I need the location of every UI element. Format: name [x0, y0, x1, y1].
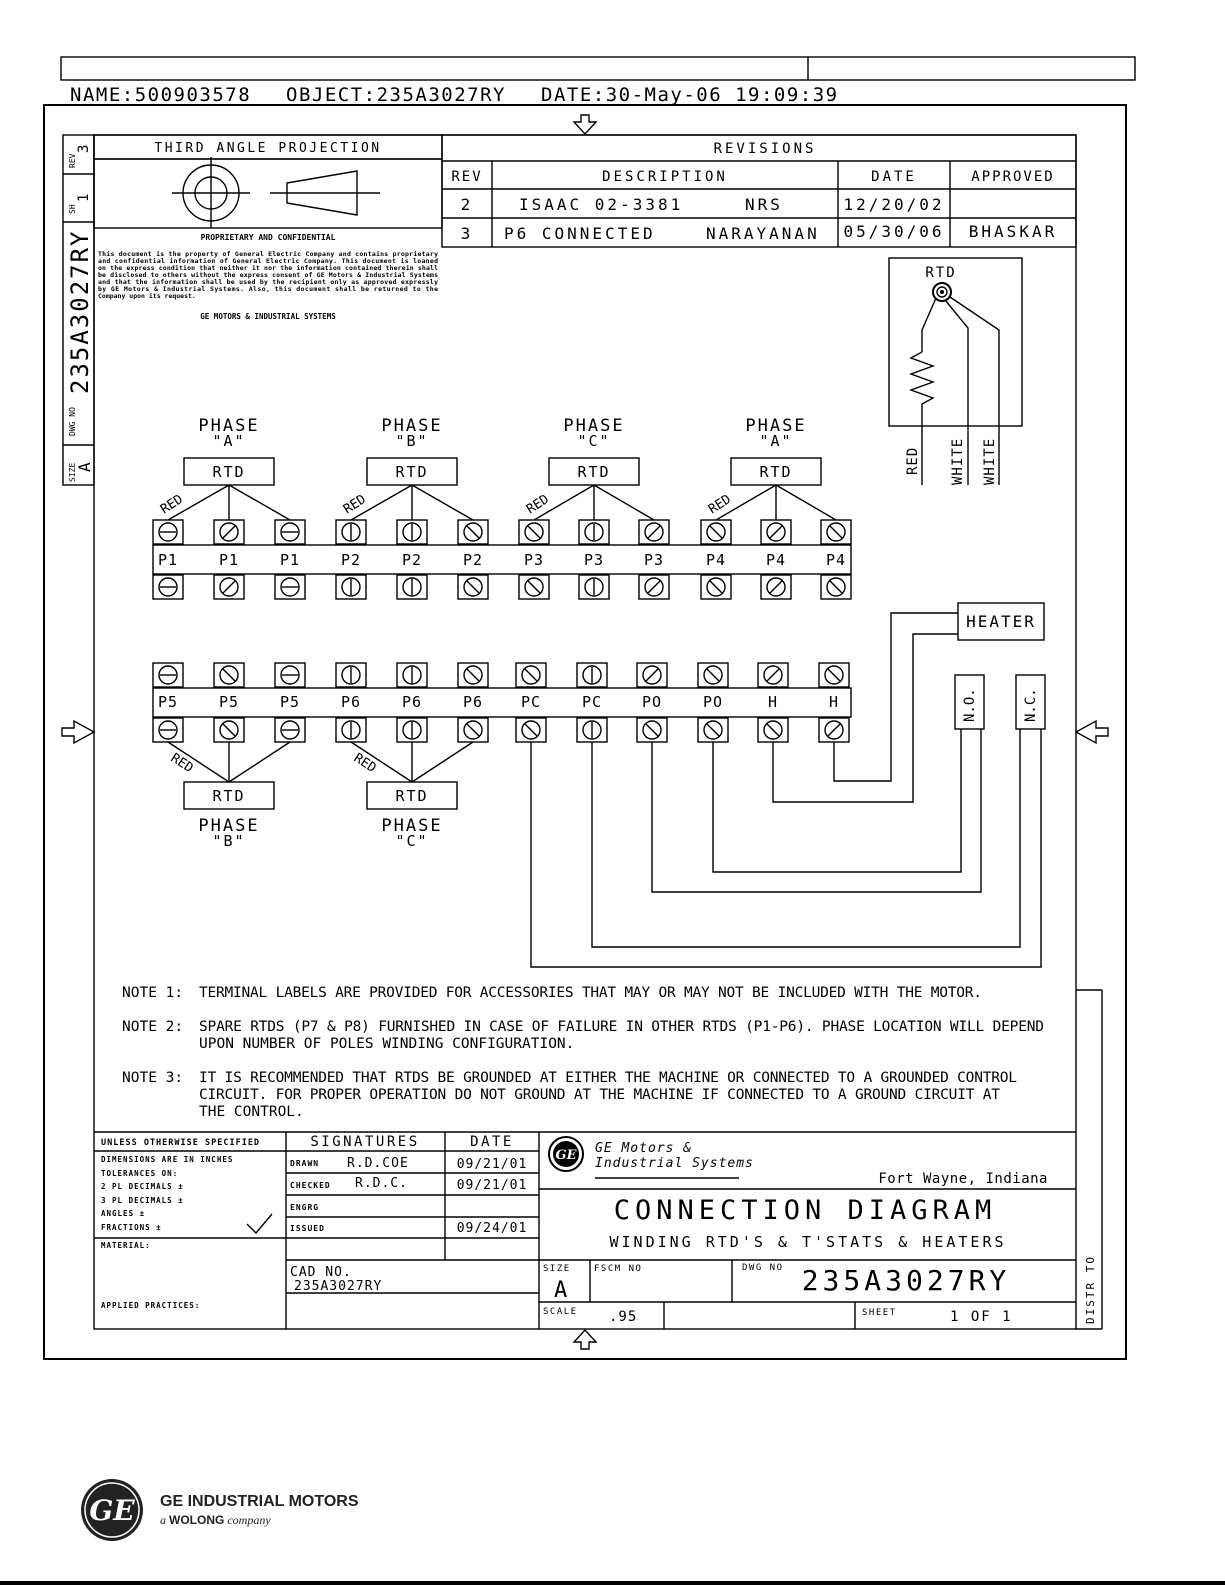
rtd-group-upper [701, 416, 851, 599]
rtd-box-label: RTD [577, 463, 611, 481]
terminal-screw-icon [639, 575, 669, 599]
signatures-header: SIGNATURES [310, 1134, 420, 1150]
side-sh-value: 1 [76, 193, 92, 202]
proprietary-line: This document is the property of General Electric Company and contains proprietary [98, 250, 438, 258]
phase-label: PHASE [198, 416, 260, 436]
terminal-label: P4 [705, 551, 727, 569]
terminal-label: P5 [279, 693, 301, 711]
terminal-screw-icon [275, 663, 305, 687]
tolerance-line: 2 PL DECIMALS ± [101, 1182, 184, 1191]
footer-sub-brand: WOLONG [169, 1513, 225, 1527]
rev-row-by: NARAYANAN [706, 224, 820, 243]
terminal-label: P1 [157, 551, 179, 569]
dwg-no-label: DWG NO [742, 1263, 784, 1273]
terminal-screw-icon [275, 575, 305, 599]
terminal-screw-icon [821, 520, 851, 544]
terminal-screw-icon [698, 663, 728, 687]
red-wire-label: RED [706, 491, 734, 518]
unless-label: UNLESS OTHERWISE SPECIFIED [101, 1138, 261, 1148]
note-text: IT IS RECOMMENDED THAT RTDS BE GROUNDED AT EITHER THE MACHINE OR CONNECTED TO A GROUNDED CONTROL [199, 1070, 1017, 1086]
terminal-screw-icon [458, 718, 488, 742]
terminal-screw-icon [761, 575, 791, 599]
terminal-screw-icon [519, 520, 549, 544]
sign-role: ENGRG [290, 1203, 320, 1212]
rtd-wire-label: WHITE [950, 437, 966, 485]
tolerance-line: FRACTIONS ± [101, 1223, 162, 1232]
rev-header-rev: REV [451, 169, 483, 185]
proprietary-text [98, 250, 438, 300]
proprietary-line: on the express condition that neither it nor the information contained therein shall [98, 264, 438, 272]
proprietary-company: GE MOTORS & INDUSTRIAL SYSTEMS [200, 312, 336, 321]
proprietary-line: be disclosed to others without the express consent of GE Motors & Industrial Systems [98, 271, 438, 279]
terminal-screw-icon [397, 718, 427, 742]
rtd-box-label: RTD [212, 787, 246, 805]
terminal-label: PC [581, 693, 603, 711]
terminal-screw-icon [153, 575, 183, 599]
proprietary-line: and that the information shall be used by the recipient only as approved expressly [98, 278, 438, 286]
terminal-screw-icon [637, 663, 667, 687]
terminal-label: P2 [462, 551, 484, 569]
proprietary-title: PROPRIETARY AND CONFIDENTIAL [200, 233, 336, 242]
sign-role: CHECKED [290, 1181, 331, 1190]
terminal-screw-icon [336, 663, 366, 687]
rev-row-date: 05/30/06 [843, 222, 945, 241]
terminal-strip-upper [153, 545, 851, 574]
terminal-screw-icon [701, 575, 731, 599]
sign-date: 09/21/01 [456, 1157, 528, 1172]
terminal-label: P1 [218, 551, 240, 569]
phase-id: "A" [212, 432, 246, 450]
sign-name: R.D.C. [355, 1176, 408, 1191]
footer-sub-prefix: a [160, 1513, 166, 1527]
header-boxes [61, 57, 1135, 80]
rtd-group-lower [153, 663, 305, 850]
footer-ge-logo-icon [80, 1476, 380, 1546]
tolerance-line: DIMENSIONS ARE IN INCHES [101, 1155, 234, 1164]
side-rev-label: REV [68, 153, 77, 168]
bottom-rule [0, 1581, 1225, 1585]
rtd-group-lower [336, 663, 488, 850]
switch-no-label: N.O. [962, 688, 978, 722]
terminal-screw-icon [821, 575, 851, 599]
side-dwg-label: DWG NO [68, 407, 77, 436]
checkmark-icon [247, 1214, 272, 1233]
terminal-screw-icon [397, 663, 427, 687]
footer-company-name: GE INDUSTRIAL MOTORS [160, 1493, 359, 1510]
side-rev-value: 3 [76, 144, 92, 153]
terminal-label: P3 [583, 551, 605, 569]
rev-header-date: DATE [871, 169, 917, 185]
side-size-label: SIZE [68, 462, 77, 482]
red-wire-label: RED [341, 491, 369, 518]
applied-label: APPLIED PRACTICES: [101, 1301, 201, 1310]
proprietary-line: and confidential information of General Electric Company. This document is loaned [98, 257, 438, 265]
red-wire-label: RED [350, 750, 379, 777]
side-dwg-value: 235A3027RY [66, 229, 94, 394]
terminal-screw-icon [819, 663, 849, 687]
svg-text:GE: GE [555, 1148, 577, 1163]
projection-block [94, 135, 442, 321]
tolerance-line: TOLERANCES ON: [101, 1169, 179, 1178]
terminal-screw-icon [214, 520, 244, 544]
rev-row-desc: ISAAC 02-3381 [519, 195, 684, 214]
terminal-label: P3 [643, 551, 665, 569]
proprietary-line: by GE Motors & Industrial Systems. Also, this document shall be returned to the [98, 285, 439, 293]
rev-row-desc: P6 CONNECTED [504, 224, 656, 243]
terminal-screw-icon [519, 575, 549, 599]
rev-header-approved: APPROVED [971, 169, 1055, 185]
terminal-label: PC [520, 693, 542, 711]
projection-title: THIRD ANGLE PROJECTION [154, 141, 382, 156]
scale-label: SCALE [543, 1307, 578, 1317]
company-location: Fort Wayne, Indiana [878, 1171, 1048, 1187]
terminal-screw-icon [214, 718, 244, 742]
terminal-label: P6 [462, 693, 484, 711]
terminal-label: PO [702, 693, 724, 711]
terminal-screw-icon [458, 575, 488, 599]
sheet-value: 1 OF 1 [950, 1309, 1013, 1325]
revisions-table [442, 135, 1076, 247]
drawing-title: CONNECTION DIAGRAM [613, 1195, 997, 1226]
header-info [70, 84, 839, 106]
terminal-screw-icon [336, 718, 366, 742]
date-header: DATE [470, 1134, 514, 1150]
terminal-screw-icon [701, 520, 731, 544]
terminal-screw-icon [516, 663, 546, 687]
proprietary-line: Company upon its request. [98, 292, 196, 300]
red-wire-label: RED [167, 750, 196, 777]
rev-row-date: 12/20/02 [843, 195, 945, 214]
phase-id: "B" [395, 432, 429, 450]
terminal-screw-icon [577, 718, 607, 742]
cad-value: 235A3027RY [294, 1279, 383, 1294]
red-wire-label: RED [158, 491, 186, 518]
terminal-screw-icon [758, 718, 788, 742]
phase-label: PHASE [198, 816, 260, 836]
phase-label: PHASE [381, 416, 443, 436]
terminal-screw-icon [579, 520, 609, 544]
terminal-screw-icon [458, 663, 488, 687]
terminal-label: P4 [765, 551, 787, 569]
note-text: THE CONTROL. [199, 1104, 304, 1120]
terminal-label: P2 [340, 551, 362, 569]
sign-role: DRAWN [290, 1159, 320, 1168]
terminal-screw-icon [153, 718, 183, 742]
terminal-label: P5 [218, 693, 240, 711]
rtd-wire-label: WHITE [982, 437, 998, 485]
scale-value: .95 [609, 1309, 638, 1325]
terminal-label: P2 [401, 551, 423, 569]
terminal-screw-icon [516, 718, 546, 742]
arrow-bottom-icon [574, 1330, 596, 1349]
terminal-label: P1 [279, 551, 301, 569]
terminal-screw-icon [275, 718, 305, 742]
accessory-terminals [516, 663, 849, 742]
terminal-screw-icon [336, 575, 366, 599]
rtd-box-label: RTD [395, 787, 429, 805]
terminal-screw-icon [397, 575, 427, 599]
footer-sub-suffix: company [227, 1513, 271, 1527]
arrow-left-icon [62, 721, 94, 743]
sign-date: 09/24/01 [456, 1221, 528, 1236]
footer-company-sub [160, 1513, 271, 1528]
tolerance-line: ANGLES ± [101, 1209, 146, 1218]
terminal-label: PO [641, 693, 663, 711]
fscm-label: FSCM NO [594, 1264, 643, 1274]
header-name: NAME:500903578 [70, 84, 252, 106]
switch-nc-label: N.C. [1023, 688, 1039, 722]
terminal-label: H [828, 693, 840, 711]
header-date: DATE:30-May-06 19:09:39 [541, 84, 839, 106]
red-wire-label: RED [524, 491, 552, 518]
phase-id: "B" [212, 832, 246, 850]
terminal-screw-icon [153, 520, 183, 544]
arrow-right-icon [1076, 721, 1108, 743]
material-label: MATERIAL: [101, 1241, 151, 1250]
rtd-wire-label: RED [905, 446, 921, 475]
sheet-label: SHEET [862, 1308, 897, 1318]
terminal-screw-icon [336, 520, 366, 544]
drawing-subtitle: WINDING RTD'S & T'STATS & HEATERS [609, 1233, 1007, 1251]
side-size-value: A [75, 462, 94, 472]
phase-id: "A" [759, 432, 793, 450]
revisions-title: REVISIONS [713, 141, 817, 157]
note-label: NOTE 3: [122, 1070, 184, 1086]
terminal-screw-icon [153, 663, 183, 687]
ge-logo-icon [549, 1137, 583, 1171]
rtd-group-upper [519, 416, 669, 599]
tolerance-line: 3 PL DECIMALS ± [101, 1196, 184, 1205]
phase-label: PHASE [745, 416, 807, 436]
terminal-screw-icon [761, 520, 791, 544]
projection-symbol-icon [172, 157, 380, 228]
note-label: NOTE 2: [122, 1019, 184, 1035]
terminal-groups [153, 416, 851, 850]
phase-label: PHASE [563, 416, 625, 436]
rtd-box-label: RTD [212, 463, 246, 481]
rtd-legend [889, 258, 1022, 485]
cad-label: CAD NO. [290, 1265, 352, 1280]
note-text: SPARE RTDS (P7 & P8) FURNISHED IN CASE OF FAILURE IN OTHER RTDS (P1-P6). PHASE LOCATION WILL DEPEND [199, 1019, 1044, 1035]
rtd-box-label: RTD [759, 463, 793, 481]
terminal-screw-icon [819, 718, 849, 742]
accessory-wiring [531, 603, 1045, 967]
terminal-screw-icon [214, 575, 244, 599]
terminal-screw-icon [698, 718, 728, 742]
terminal-screw-icon [639, 520, 669, 544]
sign-date: 09/21/01 [456, 1178, 528, 1193]
note-text: TERMINAL LABELS ARE PROVIDED FOR ACCESSORIES THAT MAY OR MAY NOT BE INCLUDED WITH THE MOTOR. [199, 985, 982, 1001]
terminal-screw-icon [758, 663, 788, 687]
terminal-label: P3 [523, 551, 545, 569]
note-label: NOTE 1: [122, 985, 184, 1001]
terminal-screw-icon [214, 663, 244, 687]
terminal-screw-icon [637, 718, 667, 742]
terminal-screw-icon [458, 520, 488, 544]
rtd-box-label: RTD [395, 463, 429, 481]
notes [122, 985, 1044, 1120]
rtd-group-upper [336, 416, 488, 599]
svg-text:GE: GE [89, 1494, 135, 1527]
terminal-label: H [767, 693, 779, 711]
size-label: SIZE [543, 1264, 571, 1274]
terminal-label: P6 [401, 693, 423, 711]
dwg-no-value: 235A3027RY [801, 1264, 1011, 1297]
terminal-strip-lower [153, 688, 851, 717]
phase-id: "C" [395, 832, 429, 850]
arrow-top-icon [574, 115, 596, 134]
note-text: CIRCUIT. FOR PROPER OPERATION DO NOT GROUND AT THE MACHINE IF CONNECTED TO A GROUND CIRCUIT AT [199, 1087, 1000, 1103]
header-object: OBJECT:235A3027RY [286, 84, 506, 106]
distr-label: DISTR TO [1084, 1255, 1097, 1324]
side-sh-label: SH [68, 204, 77, 214]
sign-name: R.D.COE [347, 1156, 409, 1171]
sign-role: ISSUED [290, 1224, 325, 1233]
side-strip [63, 135, 94, 485]
heater-label: HEATER [966, 612, 1036, 631]
note-text: UPON NUMBER OF POLES WINDING CONFIGURATION. [199, 1036, 575, 1052]
rev-row-rev: 3 [460, 224, 474, 243]
rev-header-desc: DESCRIPTION [602, 169, 728, 185]
company-line1: GE Motors & [595, 1141, 693, 1156]
rtd-legend-title: RTD [925, 265, 957, 281]
terminal-label: P5 [157, 693, 179, 711]
company-line2: Industrial Systems [595, 1156, 754, 1171]
terminal-screw-icon [577, 663, 607, 687]
phase-id: "C" [577, 432, 611, 450]
terminal-screw-icon [579, 575, 609, 599]
terminal-screw-icon [397, 520, 427, 544]
rev-row-rev: 2 [460, 195, 474, 214]
rev-row-by: NRS [745, 195, 783, 214]
rev-row-approved: BHASKAR [968, 222, 1058, 241]
terminal-screw-icon [275, 520, 305, 544]
size-value: A [554, 1278, 568, 1303]
terminal-label: P6 [340, 693, 362, 711]
terminal-label: P4 [825, 551, 847, 569]
rtd-group-upper [153, 416, 305, 599]
phase-label: PHASE [381, 816, 443, 836]
